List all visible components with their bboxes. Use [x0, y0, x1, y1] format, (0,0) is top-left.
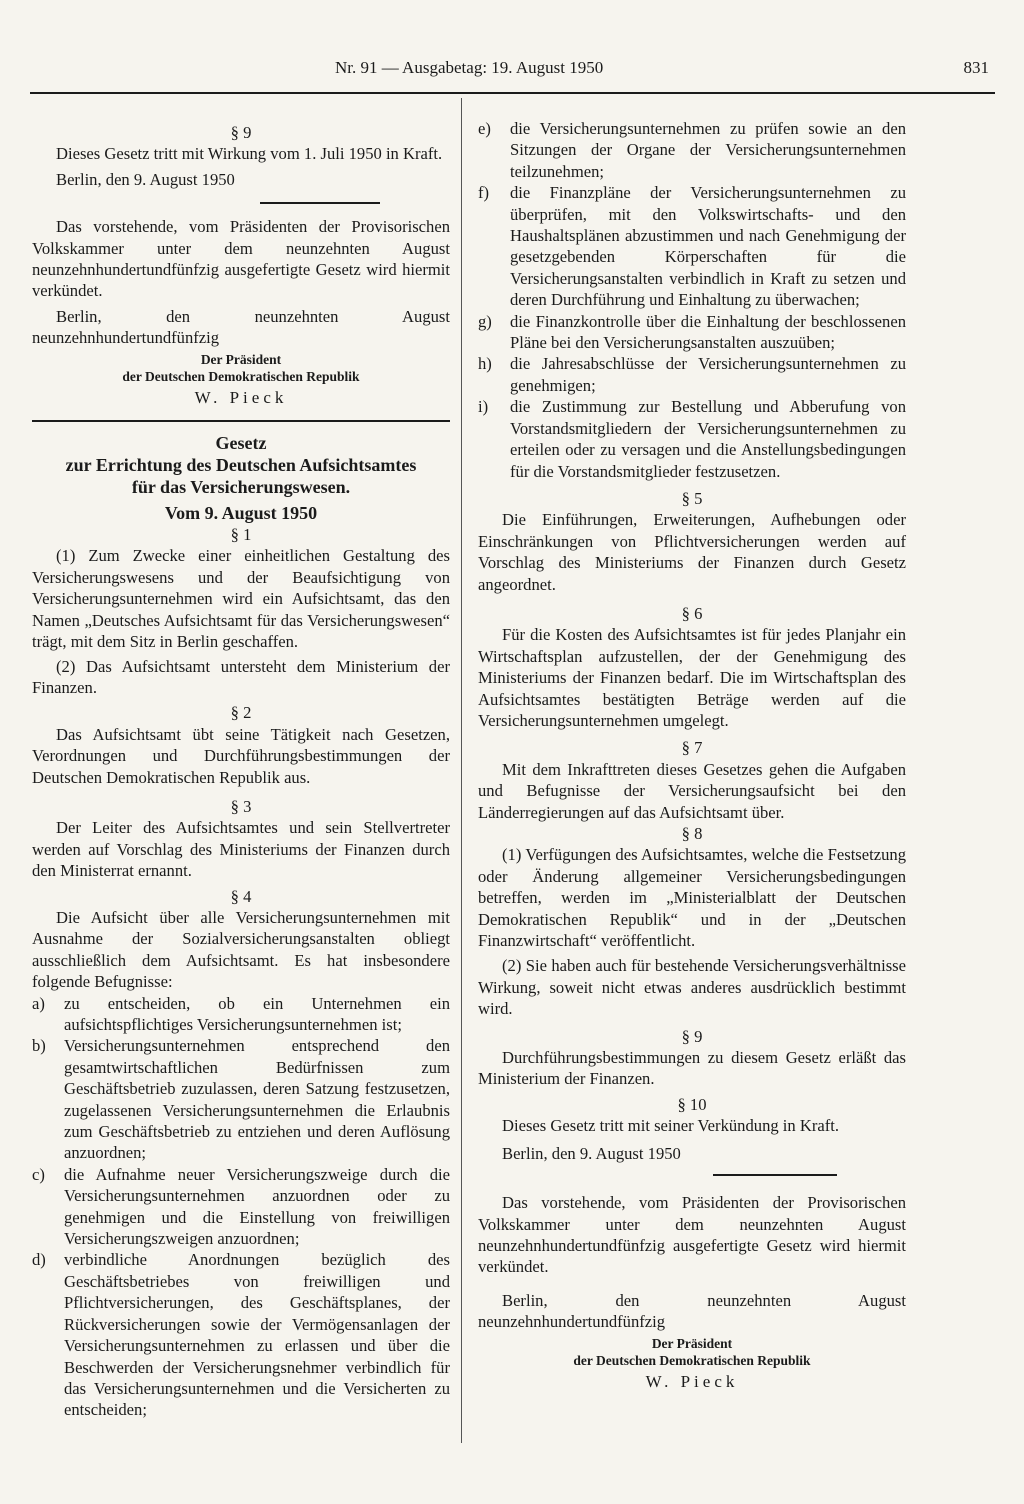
list-item [478, 353, 906, 396]
list-text: die Aufnahme neuer Versicherungszweige durch die Versicherungsunternehmen anzuordnen oder zu genehmigen und die Einstellung von freiwilligen Versicherungszweigen anzuordnen; [64, 1164, 450, 1249]
paragraph: (2) Das Aufsichtsamt untersteht dem Ministerium der Finanzen. [32, 656, 450, 697]
paragraph: Dieses Gesetz tritt mit seiner Verkündung in Kraft. [502, 1116, 840, 1136]
left-column [32, 118, 450, 1421]
divider [713, 1174, 837, 1176]
section-sign: § 10 [677, 1094, 707, 1114]
list-label: a) [32, 993, 45, 1013]
list-label: d) [32, 1250, 46, 1270]
list-item [32, 1164, 450, 1250]
section-sign: § 1 [230, 525, 252, 545]
list-item [478, 396, 906, 482]
promulgation-date: Berlin, den neunzehnten August neunzehnhundertundfünfzig [478, 1290, 906, 1332]
paragraph: Dieses Gesetz tritt mit Wirkung vom 1. Juli 1950 in Kraft. [56, 144, 443, 164]
list-text: die Zustimmung zur Bestellung und Abberufung von Vorstandsmitgliedern der Versicherungsunternehmen zu erteilen oder zu versagen und die Anstellungsbedingungen für die Vorstandsmitglieder festzusetzen. [510, 397, 906, 481]
promulgation-text: Das vorstehende, vom Präsidenten der Provisorischen Volkskammer unter dem neunzehnten August neunzehnhundertundfünfzig ausgefertigte Gesetz wird hiermit verkündet. [478, 1193, 906, 1277]
list-text: die Finanzpläne der Versicherungsunternehmen zu überprüfen, mit den Volkswirtschafts- und den Haushaltsplänen abzustimmen und nach Genehmigung der gesetzgebenden Körperschaften für die Versicherungsanstalten verbindlich in Kraft zu setzen und deren Durchführung und Einhaltung zu überwachen; [510, 183, 906, 310]
paragraph: Für die Kosten des Aufsichtsamtes ist für jedes Planjahr ein Wirtschaftsplan aufzustellen, der der Genehmigung des Ministeriums der Finanzen bedarf. Die im Wirtschaftsplan des Aufsichtsamtes bestätigten Beträge werden auf die Versicherungsunternehmen umgelegt. [478, 625, 906, 730]
list-text: Versicherungsunternehmen entsprechend den gesamtwirtschaftlichen Bedürfnissen zum Geschäftsbetrieb zuzulassen, deren Satzung festzusetzen, zugelassenen Versicherungsunternehmen die Erlaubnis zum Geschäftsbetrieb zu entziehen und deren Auflösung anzuordnen; [64, 1036, 450, 1163]
law-subtitle: für das Versicherungswesen. [131, 477, 351, 498]
section-sign: § 4 [230, 886, 252, 906]
list-label: e) [478, 119, 491, 138]
list-text: verbindliche Anordnungen bezüglich des Geschäftsbetriebes von freiwilligen und Pflichtversicherungen, des Geschäftsplanes, der Rückversicherungen sowie der Vermögensanlagen der Versicherungsunternehmen zu erlassen und über die Beschwerden der Versicherungsnehmer verbindlich für das Versicherungsunternehmen und die Versicherten zu entscheiden; [64, 1250, 450, 1420]
right-column [478, 118, 906, 1392]
signature: W. Pieck [194, 387, 288, 407]
divider [260, 202, 380, 204]
list-text: die Versicherungsunternehmen zu prüfen sowie an den Sitzungen der Organe der Versicherungsunternehmen teilzunehmen; [510, 119, 906, 181]
list-label: g) [478, 311, 492, 331]
page-header [30, 52, 995, 94]
issue-line: Nr. 91 — Ausgabetag: 19. August 1950 [335, 58, 604, 77]
section-sign: § 3 [230, 796, 252, 816]
promulgation-text: Das vorstehende, vom Präsidenten der Provisorischen Volkskammer unter dem neunzehnten August neunzehnhundertundfünfzig ausgefertigte Gesetz wird hiermit verkündet. [32, 217, 450, 301]
section-sign: § 8 [681, 824, 703, 843]
date-line: Berlin, den 9. August 1950 [56, 169, 235, 189]
section-sign: § 2 [230, 703, 252, 723]
page-number: 831 [963, 58, 989, 77]
list-label: b) [32, 1036, 46, 1056]
paragraph: (1) Verfügungen des Aufsichtsamtes, welche die Festsetzung oder Änderung allgemeiner Versicherungsbedingungen betreffen, werden im „Ministerialblatt der Deutschen Demokratischen Republik“ und in der „Deutschen Finanzwirtschaft“ veröffentlicht. [478, 845, 906, 951]
paragraph: Die Einführungen, Erweiterungen, Aufhebungen oder Einschränkungen von Pflichtversicherungen werden auf Vorschlag des Ministeriums der Finanzen durch Gesetz angeordnet. [478, 510, 906, 594]
column-divider [461, 98, 462, 1443]
law-subtitle: zur Errichtung des Deutschen Aufsichtsamtes [65, 455, 417, 476]
paragraph: Der Leiter des Aufsichtsamtes und sein Stellvertreter werden auf Vorschlag des Ministeriums der Finanzen durch den Ministerrat ernannt. [32, 818, 450, 881]
promulgation-date: Berlin, den neunzehnten August neunzehnhundertundfünfzig [32, 306, 450, 348]
list-item [32, 1035, 450, 1163]
paragraph: Mit dem Inkrafttreten dieses Gesetzes gehen die Aufgaben und Befugnisse der Versicherungsaufsicht bei den Länderregierungen auf das Aufsichtsamt über. [478, 759, 906, 822]
paragraph: Durchführungsbestimmungen zu diesem Gesetz erläßt das Ministerium der Finanzen. [478, 1048, 906, 1089]
divider [32, 420, 450, 422]
section-sign: § 9 [230, 123, 252, 142]
list-item [478, 118, 906, 182]
president-republic: der Deutschen Demokratischen Republik [573, 1352, 811, 1368]
section-sign: § 7 [681, 738, 703, 758]
list-item [478, 311, 906, 354]
paragraph: (1) Zum Zwecke einer einheitlichen Gestaltung des Versicherungswesens und der Beaufsichtigung von Versicherungsunternehmen wird ein Aufsichtsamt, das den Namen „Deutsches Aufsichtsamt für das Versicherungswesen“ trägt, mit dem Sitz in Berlin geschaffen. [32, 546, 450, 652]
list-item [32, 1249, 450, 1420]
president-title: Der Präsident [200, 351, 282, 367]
list-text: die Jahresabschlüsse der Versicherungsunternehmen zu genehmigen; [510, 354, 906, 395]
section-sign: § 9 [681, 1026, 703, 1046]
list-item [32, 993, 450, 1036]
paragraph: Die Aufsicht über alle Versicherungsunternehmen mit Ausnahme der Sozialversicherungsanstalten obliegt ausschließlich dem Aufsichtsamt. Es hat insbesondere folgende Befugnisse: [32, 907, 450, 992]
paragraph: (2) Sie haben auch für bestehende Versicherungsverhältnisse Wirkung, soweit nicht etwas anderes ausdrücklich bestimmt wird. [478, 956, 906, 1019]
law-title: Gesetz [215, 433, 267, 454]
president-title: Der Präsident [651, 1335, 733, 1351]
list-label: c) [32, 1164, 45, 1184]
signature: W. Pieck [645, 1371, 739, 1391]
paragraph: Das Aufsichtsamt übt seine Tätigkeit nach Gesetzen, Verordnungen und Durchführungsbestimmungen der Deutschen Demokratischen Republik aus. [32, 724, 450, 787]
section-sign: § 6 [681, 603, 703, 623]
law-date: Vom 9. August 1950 [164, 503, 318, 524]
list-item [478, 182, 906, 310]
date-line: Berlin, den 9. August 1950 [502, 1143, 681, 1163]
section-sign: § 5 [681, 488, 703, 508]
list-label: h) [478, 354, 492, 374]
list-text: die Finanzkontrolle über die Einhaltung der beschlossenen Pläne bei den Versicherungsanstalten auszuüben; [510, 311, 906, 353]
list-label: i) [478, 397, 489, 417]
list-label: f) [478, 183, 490, 203]
president-republic: der Deutschen Demokratischen Republik [122, 368, 360, 384]
list-text: zu entscheiden, ob ein Unternehmen ein aufsichtspflichtiges Versicherungsunternehmen ist; [64, 993, 450, 1034]
